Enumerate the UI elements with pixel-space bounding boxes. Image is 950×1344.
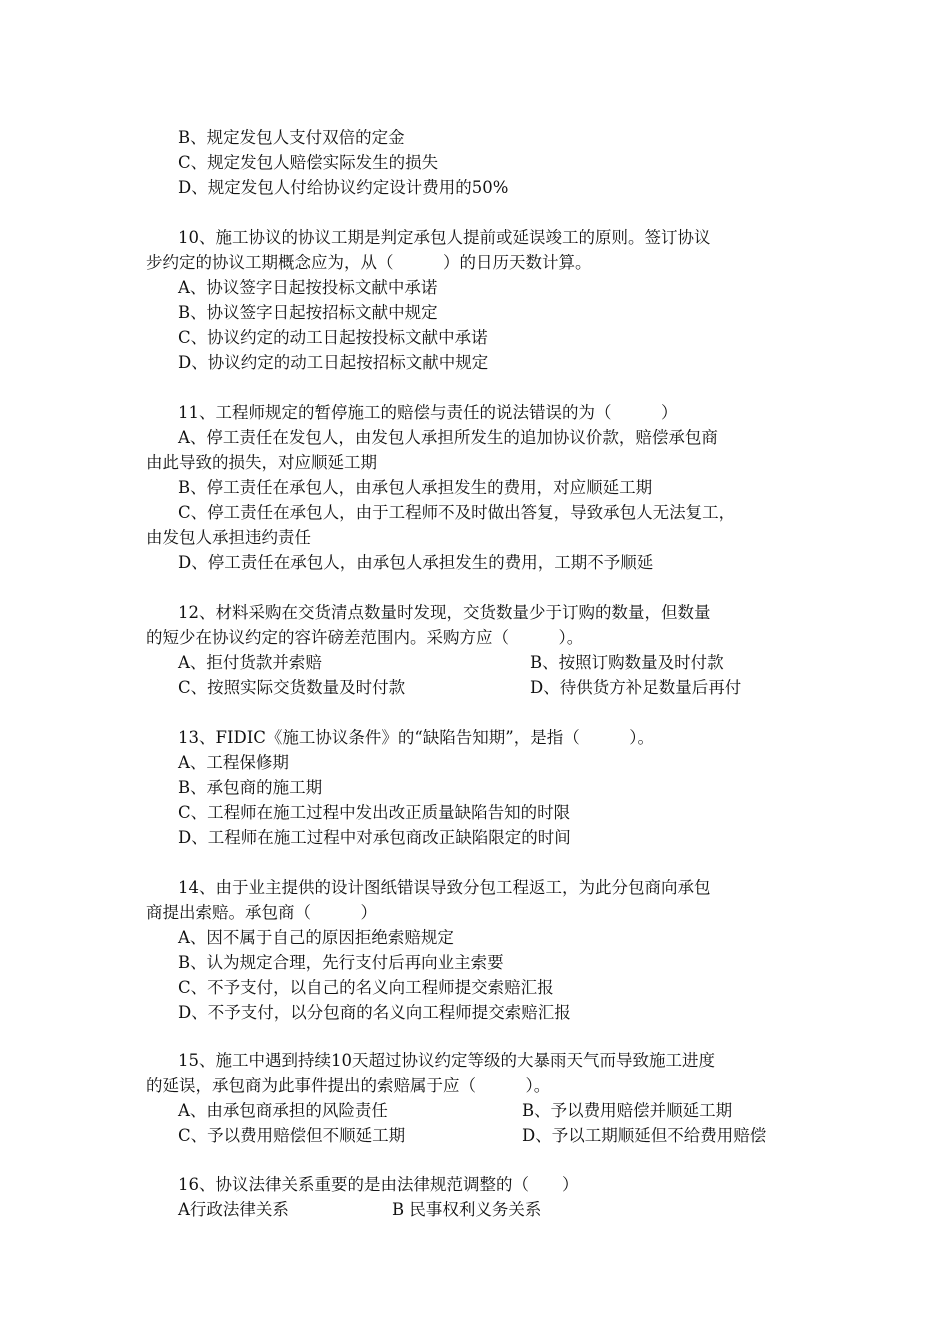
q11-stem: 11、工程师规定的暂停施工的赔偿与责任的说法错误的为（ ） [178,403,678,422]
q10-option-d: D、协议约定的动工日起按招标文献中规定 [178,353,489,372]
q9-option-b: B、规定发包人支付双倍的定金 [178,128,405,147]
q12-option-a: A、拒付货款并索赔 [178,653,322,672]
q14-option-b: B、认为规定合理，先行支付后再向业主索要 [178,953,504,972]
q11-option-c-line1: C、停工责任在承包人，由于工程师不及时做出答复，导致承包人无法复工， [178,503,736,522]
q14-option-c: C、不予支付，以自己的名义向工程师提交索赔汇报 [178,978,554,997]
q13-stem: 13、FIDIC《施工协议条件》的“缺陷告知期”，是指（ ）。 [178,728,654,747]
q14-option-d: D、不予支付，以分包商的名义向工程师提交索赔汇报 [178,1003,571,1022]
q13-option-c: C、工程师在施工过程中发出改正质量缺陷告知的时限 [178,803,571,822]
q14-option-a: A、因不属于自己的原因拒绝索赔规定 [178,928,454,947]
q15-stem-line2: 的延误，承包商为此事件提出的索赔属于应（ ）。 [146,1076,551,1095]
q10-stem-line2: 步约定的协议工期概念应为，从（ ）的日历天数计算。 [146,253,592,272]
q15-option-b: B、予以费用赔偿并顺延工期 [522,1101,733,1120]
q15-option-a: A、由承包商承担的风险责任 [178,1101,388,1120]
q10-option-c: C、协议约定的动工日起按投标文献中承诺 [178,328,488,347]
q12-option-d: D、待供货方补足数量后再付 [530,678,742,697]
q11-option-a-line1: A、停工责任在发包人，由发包人承担所发生的追加协议价款，赔偿承包商 [178,428,718,447]
q10-option-a: A、协议签字日起按投标文献中承诺 [178,278,438,297]
q13-option-d: D、工程师在施工过程中对承包商改正缺陷限定的时间 [178,828,571,847]
q13-option-b: B、承包商的施工期 [178,778,323,797]
q11-option-b: B、停工责任在承包人，由承包人承担发生的费用，对应顺延工期 [178,478,653,497]
q16-option-b: B 民事权利义务关系 [392,1200,542,1219]
q11-option-d: D、停工责任在承包人，由承包人承担发生的费用，工期不予顺延 [178,553,654,572]
q10-option-b: B、协议签字日起按招标文献中规定 [178,303,438,322]
q15-option-c: C、予以费用赔偿但不顺延工期 [178,1126,406,1145]
q12-option-b: B、按照订购数量及时付款 [530,653,724,672]
q12-stem-line1: 12、材料采购在交货清点数量时发现，交货数量少于订购的数量，但数量 [178,603,711,622]
q16-stem: 16、协议法律关系重要的是由法律规范调整的（ ） [178,1175,579,1194]
q16-option-a: A行政法律关系 [178,1200,289,1219]
q14-stem-line2: 商提出索赔。承包商（ ） [146,903,377,922]
q10-stem-line1: 10、施工协议的协议工期是判定承包人提前或延误竣工的原则。签订协议 [178,228,711,247]
q14-stem-line1: 14、由于业主提供的设计图纸错误导致分包工程返工，为此分包商向承包 [178,878,711,897]
q12-stem-line2: 的短少在协议约定的容许磅差范围内。采购方应（ ）。 [146,628,584,647]
q11-option-c-line2: 由发包人承担违约责任 [146,528,311,547]
q15-stem-line1: 15、施工中遇到持续10天超过协议约定等级的大暴雨天气而导致施工进度 [178,1051,715,1070]
q12-option-c: C、按照实际交货数量及时付款 [178,678,406,697]
q13-option-a: A、工程保修期 [178,753,289,772]
q15-option-d: D、予以工期顺延但不给费用赔偿 [522,1126,767,1145]
q9-option-d: D、规定发包人付给协议约定设计费用的50% [178,178,509,197]
q9-option-c: C、规定发包人赔偿实际发生的损失 [178,153,439,172]
q11-option-a-line2: 由此导致的损失，对应顺延工期 [146,453,377,472]
